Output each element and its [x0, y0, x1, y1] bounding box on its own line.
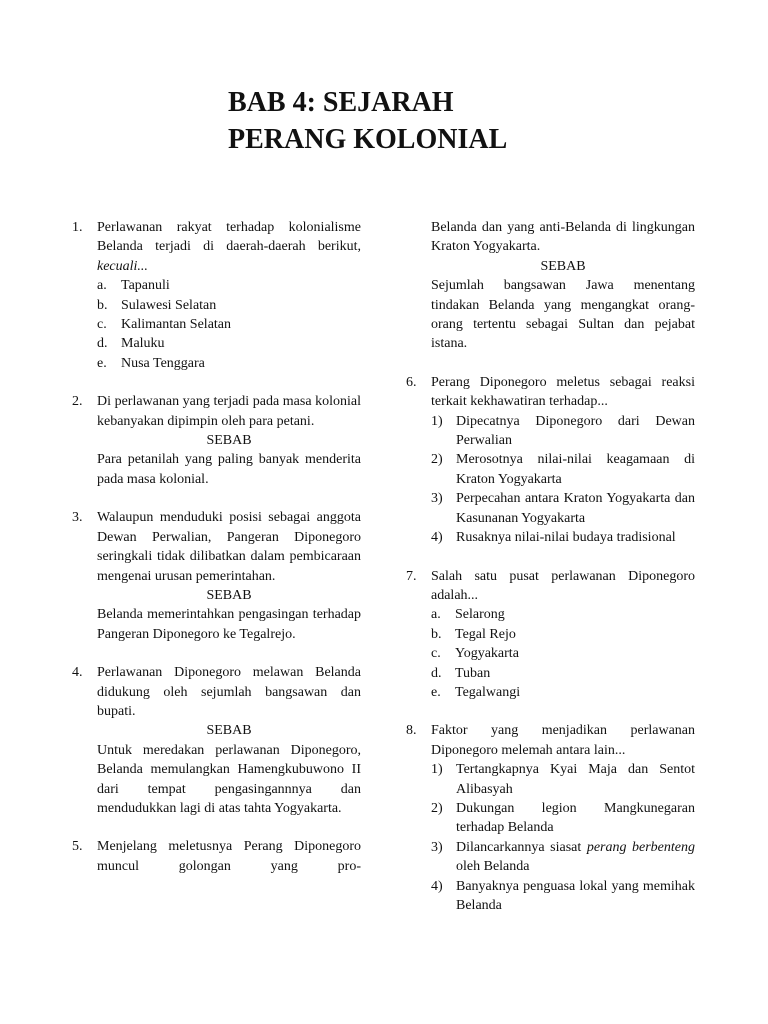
option-list [431, 605, 695, 702]
question-6 [406, 373, 695, 548]
option-4: 4) Rusaknya nilai-nilai budaya tradisional [431, 530, 676, 546]
chapter-title-line-2: PERANG KOLONIAL [228, 124, 508, 155]
left-column [72, 218, 361, 895]
option-d: d. Tuban [431, 665, 491, 681]
option-2: 2) Dukungan legion Mangkunegaran terhadap Belanda [431, 800, 695, 836]
reason-text: Belanda memerintahkan pengasingan terhadap Pangeran Diponegoro ke Tegalrejo. [97, 607, 361, 642]
option-1: 1) Dipecatnya Diponegoro dari Dewan Perwalian [431, 413, 695, 449]
question-text: Menjelang meletusnya Perang Diponegoro muncul golongan yang pro- [97, 839, 361, 874]
question-5-continued [431, 218, 695, 354]
option-b: b. Tegal Rejo [431, 626, 516, 642]
question-1 [72, 218, 361, 373]
option-list [431, 760, 695, 915]
option-3: 3) Perpecahan antara Kraton Yogyakarta dan Kasunanan Yogyakarta [431, 491, 695, 526]
option-d: d. Maluku [97, 336, 165, 352]
question-text: Perlawanan Diponegoro melawan Belanda didukung oleh sejumlah bangsawan dan bupati. [97, 665, 361, 719]
sebab-label: SEBAB [206, 587, 252, 603]
chapter-title [228, 84, 507, 158]
option-2: 2) Merosotnya nilai-nilai keagamaan di Kraton Yogyakarta [431, 452, 695, 487]
option-emphasis: perang berbenteng [586, 839, 695, 855]
question-4 [72, 663, 361, 818]
question-text: Perlawanan rakyat terhadap kolonialisme Belanda terjadi di daerah-daerah berikut, [97, 220, 361, 255]
sebab-label: SEBAB [206, 433, 252, 449]
option-3: 3) Dilancarkannya siasat perang berbenteng oleh Belanda [431, 839, 695, 875]
question-number: 5. [72, 839, 83, 855]
question-number: 8. [406, 723, 417, 739]
question-emphasis: kecuali... [97, 258, 148, 274]
question-number: 1. [72, 220, 83, 235]
sebab-label: SEBAB [206, 723, 252, 739]
reason-text: Para petanilah yang paling banyak menderita pada masa kolonial. [97, 452, 361, 487]
question-number: 3. [72, 510, 83, 526]
reason-text: Untuk meredakan perlawanan Diponegoro, Belanda memulangkan Hamengkubuwono II dari tempat pengasingannnya dan mendudukkan lagi di atas tahta Yogyakarta. [97, 742, 361, 816]
question-text: Salah satu pusat perlawanan Diponegoro adalah... [431, 568, 695, 603]
reason-text: Sejumlah bangsawan Jawa menentang tindakan Belanda yang mengangkat orang-orang tertentu sebagai Sultan dan pejabat istana. [431, 278, 695, 352]
option-c: c. Kalimantan Selatan [97, 317, 232, 333]
option-list [97, 276, 361, 373]
option-e: e. Nusa Tenggara [97, 355, 205, 371]
question-5 [72, 837, 361, 876]
question-number: 4. [72, 665, 83, 681]
question-text: Faktor yang menjadikan perlawanan Diponegoro melemah antara lain... [431, 723, 695, 758]
question-number: 7. [406, 568, 417, 584]
option-c: c. Yogyakarta [431, 646, 519, 662]
option-a: a. Selarong [431, 607, 505, 623]
question-3 [72, 508, 361, 644]
option-a: a. Tapanuli [97, 278, 170, 294]
question-text: Di perlawanan yang terjadi pada masa kolonial kebanyakan dipimpin oleh para petani. [97, 394, 361, 429]
question-8 [406, 721, 695, 915]
option-4: 4) Banyaknya penguasa lokal yang memihak Belanda [431, 878, 695, 913]
right-column [406, 218, 695, 934]
option-e: e. Tegalwangi [431, 684, 521, 700]
chapter-title-line-1: BAB 4: SEJARAH [228, 87, 454, 118]
question-text-continued: Belanda dan yang anti-Belanda di lingkungan Kraton Yogyakarta. [431, 220, 695, 255]
question-number: 6. [406, 374, 417, 390]
question-7 [406, 567, 695, 703]
question-number: 2. [72, 394, 83, 410]
question-text: Perang Diponegoro meletus sebagai reaksi terkait kekhawatiran terhadap... [431, 374, 695, 410]
question-text: Walaupun menduduki posisi sebagai anggota Dewan Perwalian, Pangeran Diponegoro seringkali tidak dilibatkan dalam pembicaraan mengenai urusan pemerintahan. [97, 510, 361, 584]
option-b: b. Sulawesi Selatan [97, 297, 217, 313]
sebab-label: SEBAB [540, 258, 586, 274]
question-2 [72, 392, 361, 489]
option-1: 1) Tertangkapnya Kyai Maja dan Sentot Alibasyah [431, 762, 695, 797]
option-list [431, 412, 695, 548]
